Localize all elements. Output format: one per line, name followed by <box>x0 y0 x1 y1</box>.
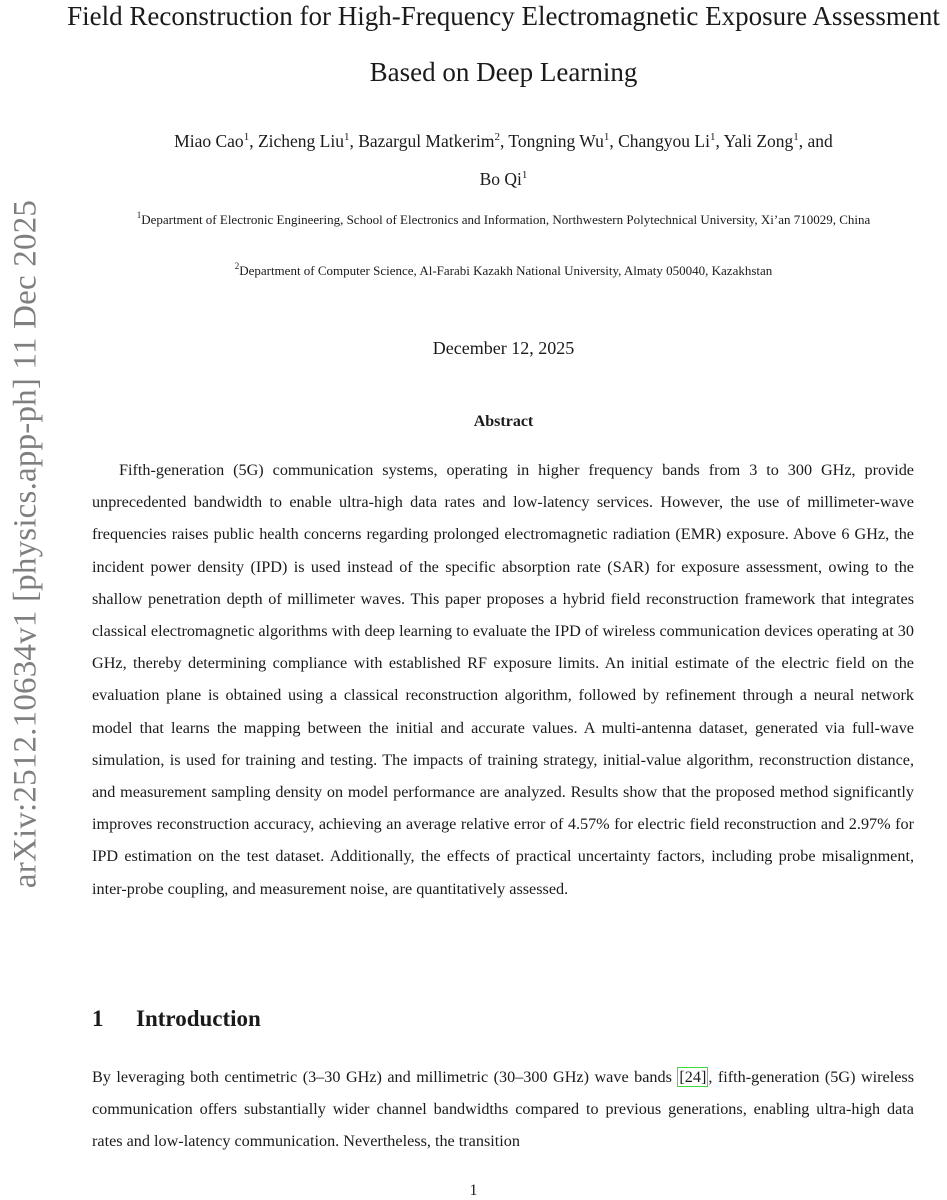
section-number: 1 <box>92 1006 104 1031</box>
author-name: Bo Qi <box>479 169 522 189</box>
author-name: Miao Cao <box>174 131 244 151</box>
publication-date: December 12, 2025 <box>432 338 575 358</box>
intro-text-before-citation: By leveraging both centimetric (3–30 GHz) and millimetric (30–300 GHz) wave bands <box>92 1068 678 1086</box>
author-separator: , <box>798 131 808 151</box>
affiliation-mark: 1 <box>136 210 142 220</box>
author-name: Tongning Wu <box>508 131 604 151</box>
author-affiliation-mark: 1 <box>709 131 716 143</box>
author-affiliation-mark: 1 <box>243 131 250 143</box>
section-heading-introduction <box>92 1006 261 1032</box>
affiliation-1 <box>60 207 947 233</box>
author-name: Bazargul Matkerim <box>358 131 495 151</box>
author-name: Yali Zong <box>723 131 794 151</box>
author-separator: , <box>249 131 258 151</box>
author-list <box>60 122 947 198</box>
page-number: 1 <box>469 1182 478 1199</box>
affiliation-text: Department of Electronic Engineering, School of Electronics and Information, Northwestern Polytechnical University, Xi’an 710029, China <box>141 212 871 227</box>
author-name: Changyou Li <box>618 131 710 151</box>
affiliation-2 <box>60 258 947 284</box>
author-affiliation-mark: 2 <box>494 131 500 143</box>
paper-title: Field Reconstruction for High-Frequency Electromagnetic Exposure Assessment Based on Deep Learning <box>67 1 940 87</box>
author-name: Zicheng Liu <box>257 131 344 151</box>
citation-link[interactable]: [24] <box>679 1068 707 1086</box>
introduction-paragraph <box>92 1061 914 1158</box>
abstract-heading: Abstract <box>473 413 534 430</box>
author-affiliation-mark: 1 <box>343 131 350 143</box>
author-conjunction: and <box>807 131 833 151</box>
abstract-text: Fifth-generation (5G) communication systems, operating in higher frequency bands from 3 to 300 GHz, provide unprecedented bandwidth to enable ultra-high data rates and low-latency services. However, the use of millimeter-wave frequencies raises public health concerns regarding prolonged electromagnetic radiation (EMR) exposure. Above 6 GHz, the incident power density (IPD) is used instead of the specific absorption rate (SAR) for exposure assessment, owing to the shallow penetration depth of millimeter waves. This paper proposes a hybrid field reconstruction framework that integrates classical electromagnetic algorithms with deep learning to evaluate the IPD of wireless communication devices operating at 30 GHz, thereby determining compliance with established RF exposure limits. An initial estimate of the electric field on the evaluation plane is obtained using a classical reconstruction algorithm, followed by refinement through a neural network model that learns the mapping between the initial and accurate values. A multi-antenna dataset, generated via full-wave simulation, is used for training and testing. The impacts of training strategy, initial-value algorithm, reconstruction distance, and measurement sampling density on model performance are analyzed. Results show that the proposed method significantly improves reconstruction accuracy, achieving an average relative error of 4.57% for electric field reconstruction and 2.97% for IPD estimation on the test dataset. Additionally, the effects of practical uncertainty factors, including probe misalignment, inter-probe coupling, and measurement noise, are quantitatively assessed. <box>92 461 914 898</box>
author-separator: , <box>499 131 509 151</box>
author-separator: , <box>715 131 724 151</box>
author-separator: , <box>349 131 359 151</box>
author-affiliation-mark: 1 <box>793 131 799 143</box>
affiliation-text: Department of Computer Science, Al-Farabi Kazakh National University, Almaty 050040, Kazakhstan <box>239 263 773 278</box>
arxiv-identifier-stamp: arXiv:2512.10634v1 [physics.app-ph] 11 Dec 2025 <box>7 199 44 889</box>
author-affiliation-mark: 1 <box>521 169 528 181</box>
author-affiliation-mark: 1 <box>603 131 610 143</box>
affiliation-mark: 2 <box>234 261 240 271</box>
intro-text-after-citation: , fifth-generation (5G) wireless communication offers substantially wider channel bandwidths compared to previous generations, enabling ultra-high data rates and low-latency communication. Nevertheless, the transition <box>92 1068 915 1151</box>
section-title: Introduction <box>136 1006 261 1031</box>
author-separator: , <box>609 131 619 151</box>
